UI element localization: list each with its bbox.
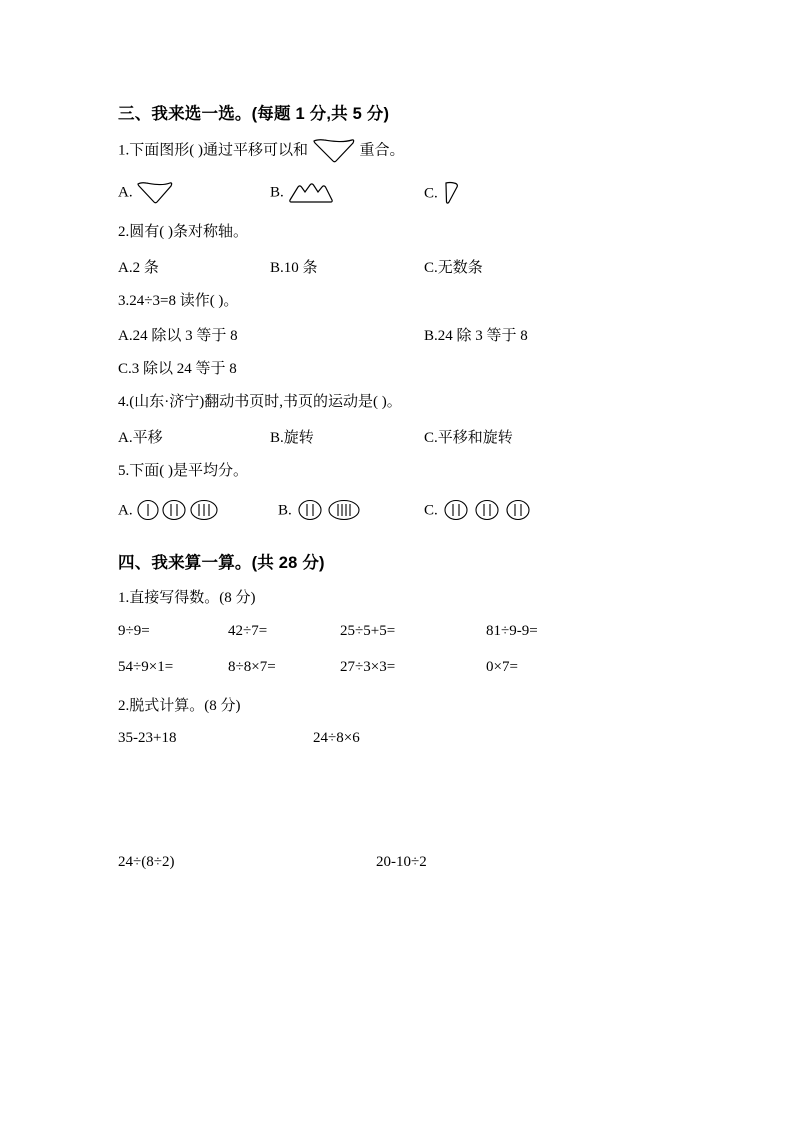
section-four-title: 四、我来算一算。(共 28 分) — [118, 554, 325, 572]
sticks-groups-2-2-2-icon — [442, 498, 532, 522]
calc-item: 25÷5+5= — [340, 622, 396, 639]
question-5-option-b[interactable] — [278, 499, 368, 523]
question-2-option-a[interactable]: A.2 条 — [118, 259, 159, 276]
cloud-outline-icon — [288, 180, 334, 204]
option-b-label: B. — [278, 502, 292, 519]
calc-item: 8÷8×7= — [228, 658, 276, 675]
question-3-option-a[interactable]: A.24 除以 3 等于 8 — [118, 328, 238, 344]
calc-item: 35-23+18 — [118, 730, 177, 746]
question-1-stem-before: 1.下面图形( )通过平移可以和 — [118, 142, 308, 159]
question-4-option-b[interactable]: B.旋转 — [270, 429, 314, 446]
question-5-option-c[interactable] — [424, 499, 532, 523]
stepwise-calc-row-1 — [118, 730, 698, 752]
heart-outline-icon — [136, 180, 174, 204]
question-2-option-c[interactable]: C.无数条 — [424, 259, 483, 276]
question-1-stem — [118, 138, 698, 164]
oral-calc-row-1 — [118, 623, 698, 645]
sticks-groups-2-4-icon — [296, 498, 368, 522]
section-three-title: 三、我来选一选。(每题 1 分,共 5 分) — [118, 105, 390, 123]
question-3-options-row1 — [118, 325, 698, 345]
question-2-option-b[interactable]: B.10 条 — [270, 259, 318, 276]
question-2-options — [118, 257, 698, 277]
question-1-option-a[interactable] — [118, 181, 174, 205]
option-b-label: B. — [270, 184, 284, 201]
question-1-option-b[interactable] — [270, 181, 334, 205]
question-3-stem: 3.24÷3=8 读作( )。 — [118, 292, 239, 309]
question-5-options — [118, 495, 698, 529]
calc-item: 24÷8×6 — [313, 730, 360, 746]
question-5-option-a[interactable] — [118, 499, 224, 523]
question-2-stem: 2.圆有( )条对称轴。 — [118, 224, 248, 240]
calc-item: 20-10÷2 — [376, 854, 427, 870]
question-1-stem-after: 重合。 — [359, 142, 405, 159]
calc-item: 54÷9×1= — [118, 658, 174, 675]
calc-item: 0×7= — [486, 658, 518, 675]
subsection-2-title: 2.脱式计算。(8 分) — [118, 697, 241, 714]
oral-calc-row-2 — [118, 659, 698, 681]
option-c-label: C. — [424, 502, 438, 519]
calc-item: 27÷3×3= — [340, 658, 396, 675]
option-a-label: A. — [118, 502, 133, 519]
question-4-stem: 4.(山东·济宁)翻动书页时,书页的运动是( )。 — [118, 394, 402, 410]
question-3-option-c[interactable]: C.3 除以 24 等于 8 — [118, 361, 237, 377]
question-1-options — [118, 177, 698, 211]
calc-item: 9÷9= — [118, 622, 150, 639]
half-heart-outline-icon — [442, 180, 462, 206]
question-3-option-b[interactable]: B.24 除 3 等于 8 — [424, 328, 528, 344]
question-5-stem: 5.下面( )是平均分。 — [118, 462, 248, 479]
calc-item: 81÷9-9= — [486, 622, 538, 639]
option-c-label: C. — [424, 185, 438, 202]
option-a-label: A. — [118, 184, 133, 201]
question-1-option-c[interactable] — [424, 181, 462, 207]
question-3-options-row2 — [118, 358, 698, 378]
heart-outline-icon — [312, 137, 356, 163]
question-4-option-a[interactable]: A.平移 — [118, 429, 163, 446]
question-4-options — [118, 427, 698, 447]
calc-item: 24÷(8÷2) — [118, 854, 175, 870]
work-space-1 — [118, 766, 698, 854]
sticks-groups-1-2-3-icon — [136, 498, 224, 522]
question-4-option-c[interactable]: C.平移和旋转 — [424, 429, 513, 446]
calc-item: 42÷7= — [228, 622, 268, 639]
subsection-1-title: 1.直接写得数。(8 分) — [118, 590, 256, 606]
stepwise-calc-row-2 — [118, 854, 698, 876]
worksheet-content — [118, 100, 698, 890]
